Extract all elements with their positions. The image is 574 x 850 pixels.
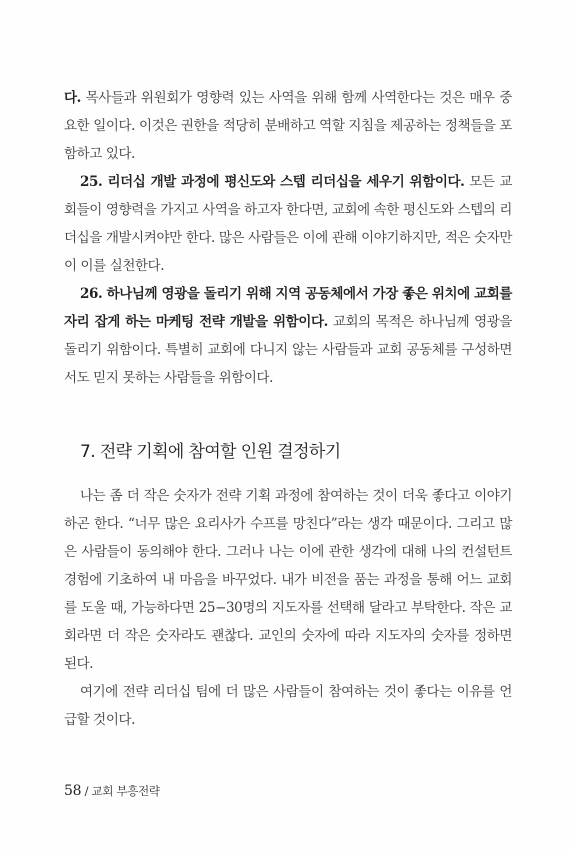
page-number: 58 bbox=[64, 783, 82, 799]
paragraph-continuation bbox=[64, 84, 512, 168]
section-heading: 7. 전략 기획에 참여할 인원 결정하기 bbox=[80, 442, 341, 462]
paragraph-item-26 bbox=[64, 280, 512, 392]
item-26-text: 교회의 목적은 하나님께 영광을 돌리기 위함이다. 특별히 교회에 다니지 않는 사람들과 교회 공동체를 구성하면서도 믿지 못하는 사람들을 위함이다. bbox=[64, 314, 513, 386]
section-paragraph-2: 여기에 전략 리더십 팀에 더 많은 사람들이 참여하는 것이 좋다는 이유를 언급할 것이다. bbox=[64, 684, 512, 728]
paragraph-item-25 bbox=[64, 168, 512, 280]
item-25-text: 모든 교회들이 영향력을 가지고 사역을 하고자 한다면, 교회에 속한 평신도와 스텝의 리더십을 개발시켜야만 한다. 많은 사람들은 이에 관해 이야기하지만, 적은 숫자만이 이를 실천한다. bbox=[64, 174, 512, 274]
section-text-block bbox=[64, 482, 512, 734]
book-title: 교회 부흥전략 bbox=[91, 784, 160, 798]
paragraph-text: 목사들과 위원회가 영향력 있는 사역을 위해 함께 사역한다는 것은 매우 중요한 일이다. 이것은 권한을 적당히 분배하고 역할 지침을 제공하는 정책들을 포함하고 있다. bbox=[64, 90, 512, 162]
page-footer bbox=[64, 783, 160, 799]
item-25-heading: 25. 리더십 개발 과정에 평신도와 스텝 리더십을 세우기 위함이다. bbox=[80, 174, 465, 190]
footer-separator: / bbox=[81, 784, 92, 798]
paragraph-lead-bold: 다. bbox=[64, 90, 81, 106]
section-paragraph-1: 나는 좀 더 작은 숫자가 전략 기획 과정에 참여하는 것이 더욱 좋다고 이야기하곤 한다. “너무 많은 요리사가 수프를 망친다”라는 생각 때문이다. 그리고 많은 사람들이 동의해야 한다. 그러나 나는 이에 관한 생각에 대해 나의 컨설턴트 경험에 기초하여 내 마음을 바꾸었다. 내가 비전을 품는 과정을 통해 어느 교회를 도울 때, 가능하다면 25−30명의 지도자를 선택해 달라고 부탁한다. 작은 교회라면 더 작은 숫자라도 괜찮다. 교인의 숫자에 따라 지도자의 숫자를 정하면 된다. bbox=[64, 488, 512, 672]
top-text-block bbox=[64, 84, 512, 392]
item-26-heading: 26. 하나님께 영광을 돌리기 위해 지역 공동체에서 가장 좋은 위치에 교회를 자리 잡게 하는 마케팅 전략 개발을 위함이다. bbox=[64, 286, 512, 330]
